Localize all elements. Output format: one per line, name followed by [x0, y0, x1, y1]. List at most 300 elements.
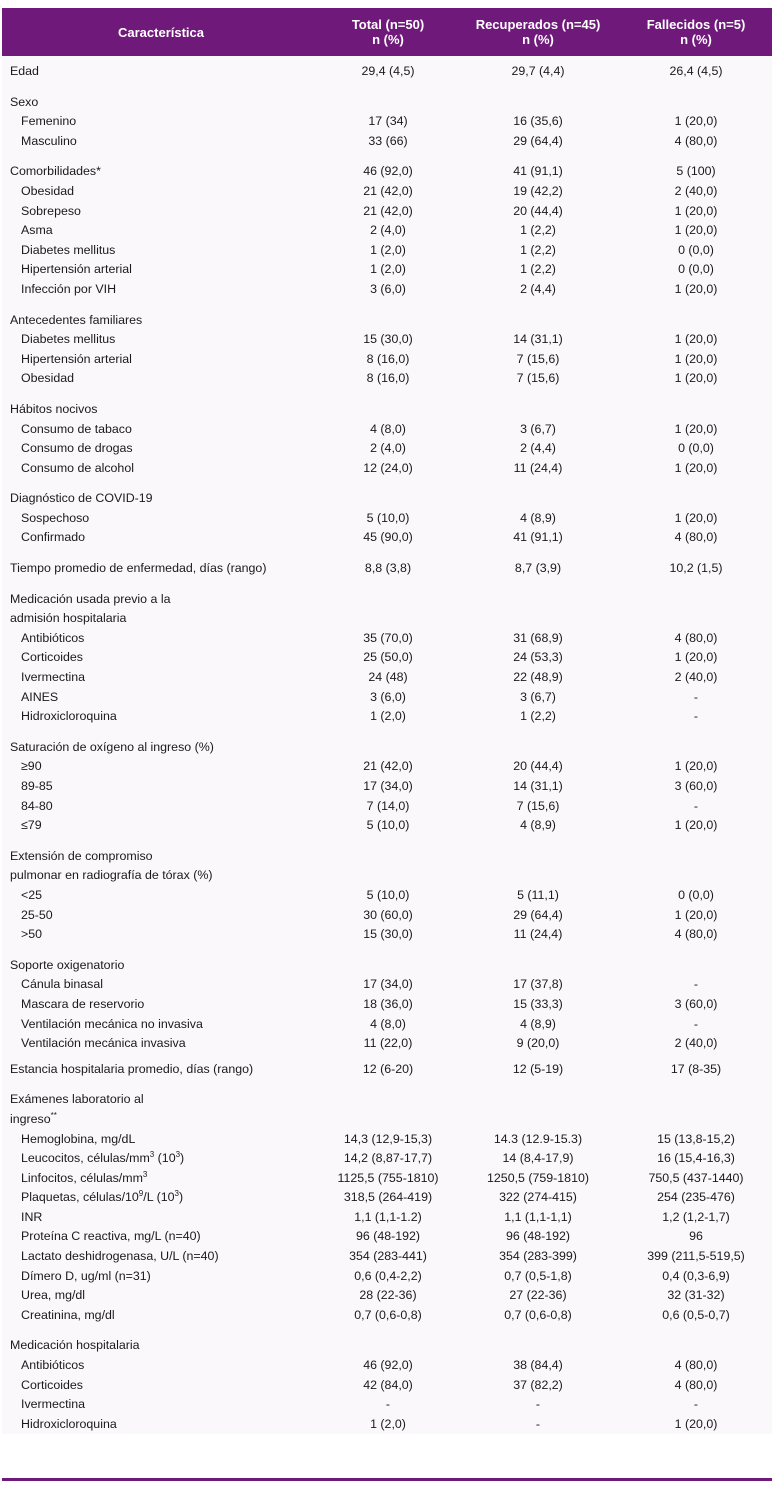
table-row	[2, 1415, 772, 1435]
row-label: Confirmado	[21, 530, 86, 545]
cell-total: 29,4 (4,5)	[361, 64, 415, 78]
cell-recuperados: 41 (91,1)	[513, 530, 563, 545]
row-label-text: (10	[154, 1151, 176, 1166]
cell-total: 2 (4,0)	[370, 223, 406, 238]
table-row	[2, 182, 772, 202]
cell-total: 4 (8,0)	[370, 1016, 406, 1031]
cell-recuperados: 27 (22-36)	[509, 1288, 567, 1303]
cell-fallecidos: 399 (211,5-519,5)	[647, 1249, 745, 1264]
cell-total: 33 (66)	[368, 133, 408, 148]
cell-recuperados: 22 (48,9)	[513, 670, 563, 685]
cell-total: 318,5 (264-419)	[343, 1190, 433, 1205]
table-row	[2, 1376, 772, 1396]
cell-total: 42 (84,0)	[363, 1377, 413, 1392]
cell-fallecidos: 4 (80,0)	[674, 1358, 718, 1373]
table-row	[2, 688, 772, 708]
cell-total: 30 (60,0)	[363, 907, 413, 922]
row-label: Consumo de tabaco	[21, 421, 132, 436]
cell-total: 17 (34)	[368, 114, 408, 129]
section-label: Exámenes laboratorio al	[10, 1092, 144, 1107]
section-row	[2, 162, 772, 182]
cell-recuperados: 20 (44,4)	[513, 759, 563, 774]
cell-total: 21 (42,0)	[363, 759, 413, 774]
cell-total: 25 (50,0)	[363, 650, 413, 665]
table-row	[2, 757, 772, 777]
table-row	[2, 509, 772, 529]
table-header	[2, 8, 772, 56]
table-row	[2, 629, 772, 649]
superscript: 3	[142, 1169, 148, 1179]
table-row	[2, 241, 772, 261]
cell-total: -	[385, 1397, 391, 1412]
cell-fallecidos: 5 (100)	[676, 164, 716, 179]
cell-recuperados: 7 (15,6)	[516, 351, 560, 366]
row-label: Diabetes mellitus	[21, 242, 116, 257]
table-row	[2, 459, 772, 479]
cell-recuperados: 37 (82,2)	[513, 1377, 563, 1392]
row-label: Hipertensión arterial	[21, 351, 132, 366]
header-fallecidos-unit: n (%)	[680, 32, 712, 47]
cell-fallecidos: 4 (80,0)	[674, 530, 718, 545]
row-label: Hipertensión arterial	[21, 262, 132, 277]
table-row	[2, 439, 772, 459]
row-label: >50	[21, 927, 43, 942]
section-row	[2, 311, 772, 331]
table-row	[2, 330, 772, 350]
cell-recuperados: 38 (84,4)	[513, 1358, 563, 1373]
row-label: Sobrepeso	[21, 203, 81, 218]
cell-total: 1 (2,0)	[370, 709, 406, 724]
header-total	[320, 8, 456, 56]
cell-recuperados: 1 (2,2)	[520, 223, 556, 238]
section-row	[2, 866, 772, 886]
cell-recuperados: 96 (48-192)	[505, 1229, 571, 1244]
table-row	[2, 420, 772, 440]
table-row	[2, 1395, 772, 1415]
header-recuperados	[456, 8, 620, 56]
cell-total: 3 (6,0)	[370, 689, 406, 704]
row-label: Ventilación mecánica invasiva	[21, 1036, 186, 1051]
row-label: INR	[21, 1209, 43, 1224]
header-total-title: Total (n=50)	[351, 17, 425, 32]
row-label: Antibióticos	[21, 1358, 85, 1373]
cell-recuperados: 41 (91,1)	[513, 164, 563, 179]
cell-total: 46 (92,0)	[363, 1358, 413, 1373]
cell-recuperados: 0,7 (0,5-1,8)	[504, 1268, 572, 1283]
cell-fallecidos: 3 (60,0)	[674, 996, 718, 1011]
row-label: Ivermectina	[21, 1397, 86, 1412]
table-row	[2, 1149, 772, 1169]
table-row	[2, 707, 772, 727]
cell-fallecidos: 1 (20,0)	[674, 114, 718, 129]
row-label: AINES	[21, 689, 59, 704]
table-row	[2, 202, 772, 222]
cell-fallecidos: 4 (80,0)	[674, 1377, 718, 1392]
table-row	[2, 559, 772, 579]
section-label: Sexo	[10, 94, 39, 109]
row-label	[2, 1169, 320, 1189]
cell-recuperados: 29,7 (4,4)	[511, 64, 565, 78]
cell-recuperados: 29 (64,4)	[513, 133, 563, 148]
cell-fallecidos: 4 (80,0)	[674, 133, 718, 148]
cell-fallecidos: 1 (20,0)	[674, 281, 718, 296]
section-row	[2, 1336, 772, 1356]
cell-fallecidos: 2 (40,0)	[674, 183, 718, 198]
row-label: Asma	[21, 223, 53, 238]
row-label	[2, 1188, 320, 1208]
section-row	[2, 1110, 772, 1130]
row-label: Edad	[10, 64, 39, 78]
cell-fallecidos: 0 (0,0)	[678, 441, 714, 456]
table-row	[2, 221, 772, 241]
cell-fallecidos: 1 (20,0)	[674, 421, 718, 436]
table-row	[2, 1306, 772, 1326]
cell-total: 1125,5 (755-1810)	[337, 1170, 439, 1185]
cell-fallecidos: 0,4 (0,3-6,9)	[662, 1268, 730, 1283]
row-label: <25	[21, 887, 43, 902]
cell-total: 2 (4,0)	[370, 441, 406, 456]
section-row	[2, 609, 772, 629]
row-label-text: Linfocitos, células/mm	[21, 1170, 143, 1185]
cell-recuperados: 11 (24,4)	[513, 927, 563, 942]
superscript: 3	[174, 1189, 179, 1199]
header-fallecidos	[620, 8, 772, 56]
cell-fallecidos: 4 (80,0)	[674, 630, 718, 645]
section-label: Saturación de oxígeno al ingreso (%)	[10, 739, 214, 754]
characteristics-table	[2, 8, 772, 1434]
header-fallecidos-title: Fallecidos (n=5)	[646, 17, 746, 32]
section-row	[2, 847, 772, 867]
cell-fallecidos: 1 (20,0)	[674, 460, 718, 475]
table-row	[2, 1208, 772, 1228]
cell-recuperados: 5 (11,1)	[517, 887, 559, 902]
cell-recuperados: 8,7 (3,9)	[514, 561, 562, 576]
cell-recuperados: 24 (53,3)	[513, 650, 563, 665]
row-label: Infección por VIH	[21, 281, 117, 296]
row-label: Consumo de drogas	[21, 441, 133, 456]
cell-total: 0,6 (0,4-2,2)	[354, 1268, 422, 1283]
cell-fallecidos: 1 (20,0)	[674, 371, 718, 386]
cell-recuperados: 17 (37,8)	[513, 977, 563, 992]
cell-total: 12 (24,0)	[363, 460, 413, 475]
row-label: Obesidad	[21, 371, 75, 386]
cell-fallecidos: 1 (20,0)	[674, 759, 718, 774]
table-row	[2, 668, 772, 688]
cell-fallecidos: 1 (20,0)	[674, 650, 718, 665]
cell-total: 5 (10,0)	[366, 887, 410, 902]
table-row	[2, 975, 772, 995]
row-label: 25-50	[21, 907, 53, 922]
cell-recuperados: 2 (4,4)	[520, 441, 556, 456]
section-row	[2, 489, 772, 509]
row-label: Femenino	[21, 114, 77, 129]
cell-fallecidos: 254 (235-476)	[657, 1190, 735, 1205]
cell-fallecidos: 0 (0,0)	[678, 262, 714, 277]
cell-recuperados: 12 (5-19)	[512, 1061, 564, 1076]
table-row	[2, 369, 772, 389]
row-label: Diabetes mellitus	[21, 332, 116, 347]
cell-recuperados: 322 (274-415)	[499, 1190, 577, 1205]
footnote-marker: **	[50, 1110, 57, 1120]
cell-fallecidos: -	[693, 1397, 699, 1412]
cell-fallecidos: -	[693, 689, 699, 704]
cell-total: 7 (14,0)	[366, 798, 410, 813]
table-row	[2, 280, 772, 300]
section-label: Hábitos nocivos	[10, 401, 98, 416]
cell-fallecidos: 1,2 (1,2-1,7)	[662, 1209, 730, 1224]
cell-recuperados: 354 (283-399)	[499, 1249, 577, 1264]
section-label: Diagnóstico de COVID-19	[10, 491, 153, 506]
table-row	[2, 1286, 772, 1306]
row-label: Obesidad	[21, 183, 75, 198]
table-row	[2, 1267, 772, 1287]
cell-total: 14,2 (8,87-17,7)	[343, 1151, 433, 1166]
cell-fallecidos: 2 (40,0)	[674, 1036, 718, 1051]
cell-recuperados: 14.3 (12.9-15.3)	[493, 1131, 583, 1146]
table-row	[2, 1356, 772, 1376]
cell-fallecidos: -	[693, 798, 699, 813]
section-label: pulmonar en radiografía de tórax (%)	[10, 868, 213, 883]
cell-recuperados: 16 (35,6)	[513, 114, 563, 129]
row-label: Ivermectina	[21, 670, 86, 685]
cell-fallecidos: 1 (20,0)	[674, 1416, 718, 1431]
cell-recuperados: 1 (2,2)	[520, 242, 556, 257]
cell-fallecidos: 1 (20,0)	[674, 203, 718, 218]
cell-total: 8 (16,0)	[366, 371, 410, 386]
cell-total: 17 (34,0)	[363, 977, 413, 992]
cell-fallecidos: 750,5 (437-1440)	[648, 1170, 744, 1185]
table-row	[2, 995, 772, 1015]
row-label: Mascara de reservorio	[21, 996, 145, 1011]
cell-recuperados: 7 (15,6)	[516, 798, 560, 813]
cell-total: 354 (283-441)	[349, 1249, 427, 1264]
cell-fallecidos: 15 (13,8-15,2)	[657, 1131, 735, 1146]
cell-recuperados: 11 (24,4)	[513, 460, 563, 475]
table-row	[2, 1169, 772, 1189]
cell-total: 0,7 (0,6-0,8)	[354, 1307, 422, 1322]
cell-total: 5 (10,0)	[366, 510, 410, 525]
header-caracteristica: Característica	[118, 24, 204, 40]
row-label: Creatinina, mg/dl	[21, 1307, 115, 1322]
cell-total: 1,1 (1,1-1.2)	[354, 1209, 422, 1224]
cell-total: 8,8 (3,8)	[364, 561, 412, 576]
cell-total: 35 (70,0)	[363, 630, 413, 645]
cell-recuperados: -	[535, 1416, 541, 1431]
header-recuperados-unit: n (%)	[522, 32, 554, 47]
table-row	[2, 1188, 772, 1208]
cell-fallecidos: 0 (0,0)	[678, 887, 714, 902]
row-label	[2, 1149, 320, 1169]
section-label: Medicación usada previo a la	[10, 591, 171, 606]
cell-recuperados: -	[535, 1397, 541, 1412]
cell-total: 18 (36,0)	[363, 996, 413, 1011]
cell-recuperados: 1 (2,2)	[520, 709, 556, 724]
superscript: 9	[138, 1189, 144, 1199]
table-bottom-rule	[2, 1478, 772, 1481]
table-row	[2, 1247, 772, 1267]
row-label: Dímero D, ug/ml (n=31)	[21, 1268, 151, 1283]
header-total-unit: n (%)	[372, 32, 404, 47]
row-label: ≤79	[21, 818, 42, 833]
cell-recuperados: 7 (15,6)	[516, 371, 560, 386]
cell-recuperados: 14 (31,1)	[513, 779, 563, 793]
cell-recuperados: 29 (64,4)	[513, 907, 563, 922]
section-row	[2, 956, 772, 976]
cell-fallecidos: 1 (20,0)	[674, 351, 718, 366]
cell-fallecidos: -	[693, 1016, 699, 1031]
cell-total: 21 (42,0)	[363, 203, 413, 218]
section-row	[2, 400, 772, 420]
cell-fallecidos: 16 (15,4-16,3)	[657, 1151, 735, 1166]
section-label: Extensión de compromiso	[10, 848, 153, 863]
cell-recuperados: 1250,5 (759-1810)	[487, 1170, 589, 1185]
table-row	[2, 112, 772, 132]
row-label: Lactato deshidrogenasa, U/L (n=40)	[21, 1249, 219, 1264]
row-label: 84-80	[21, 798, 53, 813]
table-row	[2, 62, 772, 82]
cell-total: 12 (6-20)	[362, 1061, 414, 1076]
cell-total: 3 (6,0)	[370, 281, 406, 296]
section-row	[2, 590, 772, 610]
cell-total: 21 (42,0)	[363, 183, 413, 198]
cell-total: 46 (92,0)	[363, 164, 413, 179]
row-label: Estancia hospitalaria promedio, días (rango)	[10, 1061, 254, 1076]
row-label: Consumo de alcohol	[21, 460, 134, 475]
table-row	[2, 1034, 772, 1054]
cell-fallecidos: -	[693, 709, 699, 724]
table-row	[2, 816, 772, 836]
cell-recuperados: 9 (20,0)	[516, 1036, 560, 1051]
section-label: admisión hospitalaria	[10, 611, 127, 626]
row-label: ≥90	[21, 759, 42, 774]
cell-total: 11 (22,0)	[363, 1036, 413, 1051]
section-label: Medicación hospitalaria	[10, 1338, 140, 1353]
table-row	[2, 777, 772, 797]
row-label: Hidroxicloroquina	[21, 709, 117, 724]
row-label-text: Plaquetas, células/10	[21, 1190, 139, 1205]
section-label: Antecedentes familiares	[10, 312, 143, 327]
cell-fallecidos: 1 (20,0)	[674, 223, 718, 238]
row-label-text: Leucocitos, células/mm	[21, 1151, 150, 1166]
cell-recuperados: 3 (6,7)	[520, 689, 556, 704]
cell-recuperados: 1,1 (1,1-1,1)	[504, 1209, 572, 1224]
row-label: Sospechoso	[21, 510, 90, 525]
row-label: Proteína C reactiva, mg/L (n=40)	[21, 1229, 201, 1244]
section-label: Soporte oxigenatorio	[10, 957, 125, 972]
cell-recuperados: 31 (68,9)	[513, 630, 563, 645]
cell-total: 45 (90,0)	[363, 530, 413, 545]
header-recuperados-title: Recuperados (n=45)	[475, 17, 601, 32]
table-row	[2, 528, 772, 548]
cell-recuperados: 0,7 (0,6-0,8)	[504, 1307, 572, 1322]
cell-total: 28 (22-36)	[359, 1288, 417, 1303]
cell-recuperados: 4 (8,9)	[520, 510, 556, 525]
row-label: Cánula binasal	[21, 977, 103, 992]
cell-fallecidos: 10,2 (1,5)	[669, 561, 723, 576]
section-row	[2, 738, 772, 758]
cell-recuperados: 15 (33,3)	[513, 996, 563, 1011]
cell-fallecidos: -	[693, 977, 699, 992]
cell-total: 1 (2,0)	[370, 242, 406, 257]
row-label-text: /L (10	[143, 1190, 175, 1205]
row-label: Hidroxicloroquina	[21, 1416, 117, 1431]
superscript: 3	[149, 1149, 155, 1159]
table-row	[2, 906, 772, 926]
cell-fallecidos: 1 (20,0)	[674, 818, 718, 833]
cell-fallecidos: 0,6 (0,5-0,7)	[662, 1307, 730, 1322]
section-row	[2, 1090, 772, 1110]
table-row	[2, 1015, 772, 1035]
cell-total: 1 (2,0)	[370, 262, 406, 277]
cell-total: 17 (34,0)	[363, 779, 413, 793]
cell-recuperados: 1 (2,2)	[520, 262, 556, 277]
cell-total: 96 (48-192)	[355, 1229, 421, 1244]
row-label-text: )	[178, 1190, 184, 1205]
table-row	[2, 260, 772, 280]
row-label: Ventilación mecánica no invasiva	[21, 1016, 203, 1031]
section-row	[2, 93, 772, 113]
cell-fallecidos: 1 (20,0)	[674, 907, 718, 922]
table-row	[2, 925, 772, 945]
row-label-text: )	[180, 1151, 185, 1166]
table-row	[2, 350, 772, 370]
table-body	[2, 56, 772, 1434]
row-label: Hemoglobina, mg/dL	[21, 1131, 136, 1146]
cell-recuperados: 4 (8,9)	[520, 1016, 556, 1031]
cell-recuperados: 3 (6,7)	[520, 421, 556, 436]
cell-total: 15 (30,0)	[363, 927, 413, 942]
cell-fallecidos: 96	[689, 1229, 703, 1244]
cell-fallecidos: 3 (60,0)	[674, 779, 718, 793]
row-label: Corticoides	[21, 650, 83, 665]
row-label: Urea, mg/dl	[21, 1288, 86, 1303]
cell-fallecidos: 1 (20,0)	[674, 332, 718, 347]
section-label	[2, 1110, 320, 1130]
row-label: Corticoides	[21, 1377, 83, 1392]
section-label-text: ingreso	[10, 1111, 51, 1126]
row-label: Masculino	[21, 133, 77, 148]
cell-recuperados: 4 (8,9)	[520, 818, 556, 833]
cell-total: 15 (30,0)	[363, 332, 413, 347]
table-row	[2, 1060, 772, 1080]
table-row	[2, 132, 772, 152]
cell-recuperados: 14 (31,1)	[513, 332, 563, 347]
cell-total: 24 (48)	[368, 670, 408, 685]
row-label: Tiempo promedio de enfermedad, días (rango)	[10, 561, 267, 576]
table-row	[2, 1227, 772, 1247]
cell-fallecidos: 4 (80,0)	[674, 927, 718, 942]
cell-fallecidos: 17 (8-35)	[670, 1061, 722, 1076]
cell-recuperados: 2 (4,4)	[520, 281, 556, 296]
cell-fallecidos: 32 (31-32)	[667, 1288, 725, 1303]
cell-fallecidos: 26,4 (4,5)	[669, 64, 723, 78]
cell-recuperados: 20 (44,4)	[513, 203, 563, 218]
superscript: 3	[175, 1149, 181, 1159]
cell-total: 8 (16,0)	[366, 351, 410, 366]
table-row	[2, 1130, 772, 1150]
table-row	[2, 797, 772, 817]
cell-total: 1 (2,0)	[370, 1416, 406, 1431]
table-row	[2, 886, 772, 906]
row-label: 89-85	[21, 779, 53, 793]
table-row	[2, 648, 772, 668]
cell-recuperados: 14 (8,4-17,9)	[502, 1151, 574, 1166]
row-label: Antibióticos	[21, 630, 85, 645]
cell-recuperados: 19 (42,2)	[513, 183, 563, 198]
section-label: Comorbilidades*	[10, 164, 101, 179]
cell-fallecidos: 2 (40,0)	[674, 670, 718, 685]
cell-fallecidos: 0 (0,0)	[678, 242, 714, 257]
